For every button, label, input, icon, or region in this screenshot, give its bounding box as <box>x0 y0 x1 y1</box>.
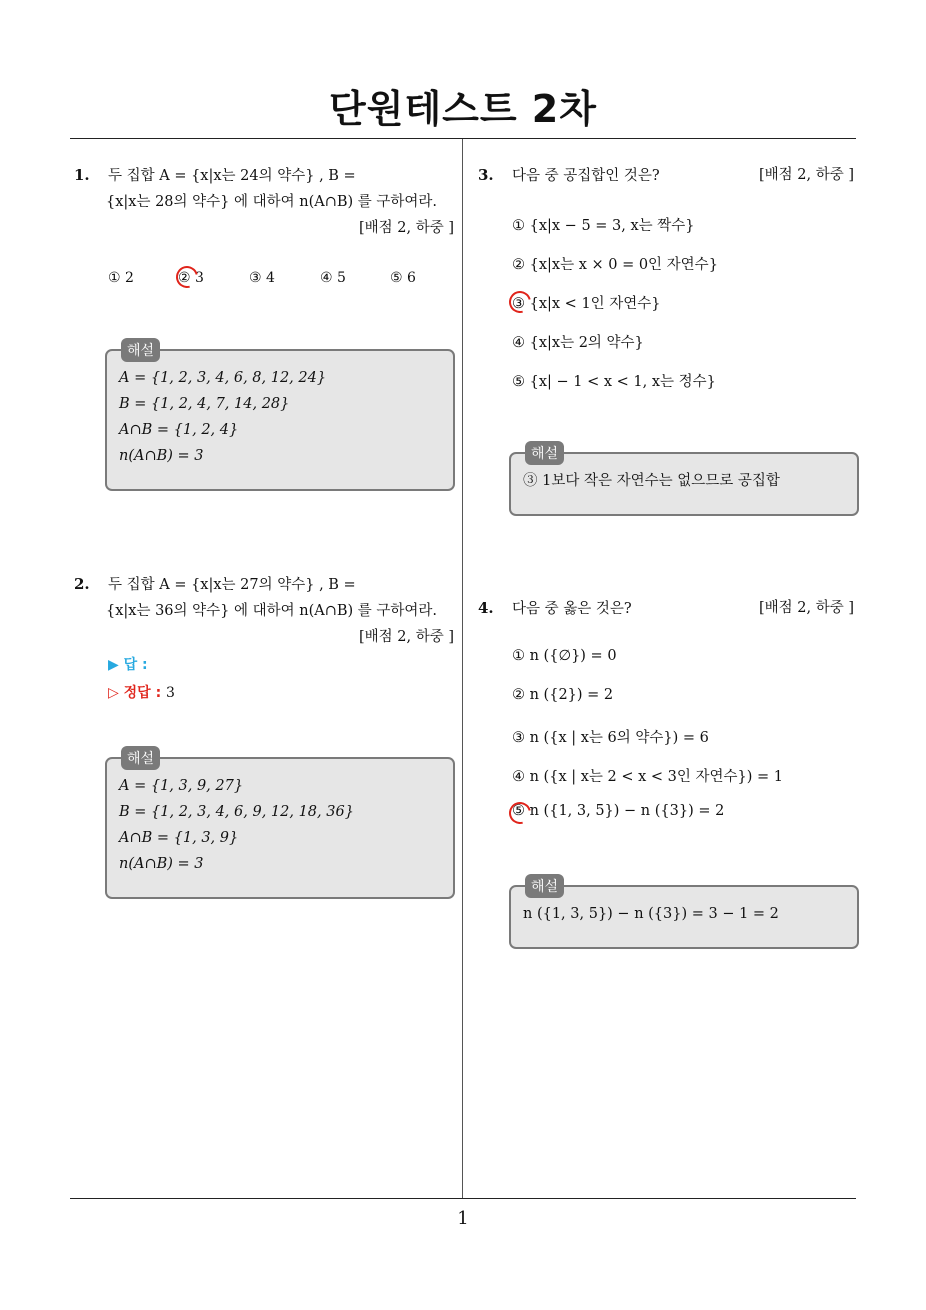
solution-label: 해설 <box>525 874 564 898</box>
choice-4[interactable]: ④ 5 <box>320 270 346 286</box>
solution-label: 해설 <box>525 441 564 465</box>
solution-line: B = {1, 2, 3, 4, 6, 9, 12, 18, 36} <box>119 804 354 820</box>
choice-4[interactable]: ④ n ({x | x는 2 < x < 3인 자연수}) = 1 <box>512 769 783 785</box>
solution-body <box>119 365 326 469</box>
solution-body <box>523 468 780 494</box>
solution-line: A = {1, 2, 3, 4, 6, 8, 12, 24} <box>119 370 327 386</box>
solution-line: n(A∩B) = 3 <box>119 448 204 464</box>
solution-line: n ({1, 3, 5}) − n ({3}) = 3 − 1 = 2 <box>523 906 779 922</box>
answer-mark-circle <box>172 262 202 292</box>
choice-4[interactable]: ④ {x|x는 2의 약수} <box>512 335 644 351</box>
choice-3[interactable]: ③ 4 <box>249 270 275 286</box>
question-2 <box>74 571 454 650</box>
question-text: 두 집합 A = {x|x는 27의 약수} , B = <box>108 577 356 593</box>
question-meta: [배점 2, 하중 ] <box>358 220 454 236</box>
question-number: 1. <box>74 166 90 184</box>
choice-2[interactable]: ② 3 <box>178 270 204 286</box>
choice-5[interactable]: ⑤ {x| − 1 < x < 1, x는 정수} <box>512 374 716 390</box>
question-3 <box>478 162 854 189</box>
choice-1[interactable]: ① 2 <box>108 270 134 286</box>
solution-line: A∩B = {1, 2, 4} <box>119 422 239 438</box>
question-text: 다음 중 공집합인 것은? <box>512 168 660 184</box>
correct-answer-value: 3 <box>166 685 175 701</box>
solution-line: A = {1, 3, 9, 27} <box>119 778 244 794</box>
choice-5[interactable]: ⑤ 6 <box>390 270 416 286</box>
correct-answer <box>108 682 175 702</box>
top-divider <box>70 138 856 139</box>
solution-box <box>509 446 859 516</box>
question-meta: [배점 2, 하중 ] <box>758 600 854 616</box>
bottom-divider <box>70 1198 856 1199</box>
question-4 <box>478 595 854 622</box>
solution-line: ③ 1보다 작은 자연수는 없으므로 공집합 <box>523 473 780 489</box>
solution-label: 해설 <box>121 746 160 770</box>
question-text: 두 집합 A = {x|x는 24의 약수} , B = <box>108 168 356 184</box>
solution-label: 해설 <box>121 338 160 362</box>
choice-3[interactable]: ③ n ({x | x는 6의 약수}) = 6 <box>512 730 709 746</box>
solution-box <box>105 343 455 491</box>
question-meta: [배점 2, 하중 ] <box>358 629 454 645</box>
question-1 <box>74 162 454 241</box>
question-text: {x|x는 28의 약수} 에 대하여 n(A∩B) 를 구하여라. <box>106 194 438 210</box>
question-text: 다음 중 옳은 것은? <box>512 601 632 617</box>
choice-2[interactable]: ② n ({2}) = 2 <box>512 687 614 703</box>
choice-1[interactable]: ① n ({∅}) = 0 <box>512 648 617 664</box>
solution-body <box>523 901 779 927</box>
choice-3[interactable]: ③ {x|x < 1인 자연수} <box>512 296 661 312</box>
choice-1[interactable]: ① {x|x − 5 = 3, x는 짝수} <box>512 218 695 234</box>
page-title: 단원테스트 2차 <box>329 87 597 131</box>
page-number: 1 <box>457 1208 469 1229</box>
question-text: {x|x는 36의 약수} 에 대하여 n(A∩B) 를 구하여라. <box>106 603 438 619</box>
solution-box <box>509 879 859 949</box>
question-number: 4. <box>478 599 494 617</box>
choice-2[interactable]: ② {x|x는 x × 0 = 0인 자연수} <box>512 257 718 273</box>
solution-box <box>105 751 455 899</box>
answer-input-label: ▶ 답 : <box>108 657 148 673</box>
solution-line: B = {1, 2, 4, 7, 14, 28} <box>119 396 290 412</box>
choice-5[interactable]: ⑤ n ({1, 3, 5}) − n ({3}) = 2 <box>512 803 725 819</box>
solution-line: A∩B = {1, 3, 9} <box>119 830 239 846</box>
correct-answer-label: ▷ 정답 : <box>108 685 162 701</box>
solution-line: n(A∩B) = 3 <box>119 856 204 872</box>
question-number: 3. <box>478 166 494 184</box>
question-number: 2. <box>74 575 90 593</box>
column-divider <box>462 139 463 1198</box>
question-meta: [배점 2, 하중 ] <box>758 167 854 183</box>
solution-body <box>119 773 354 877</box>
